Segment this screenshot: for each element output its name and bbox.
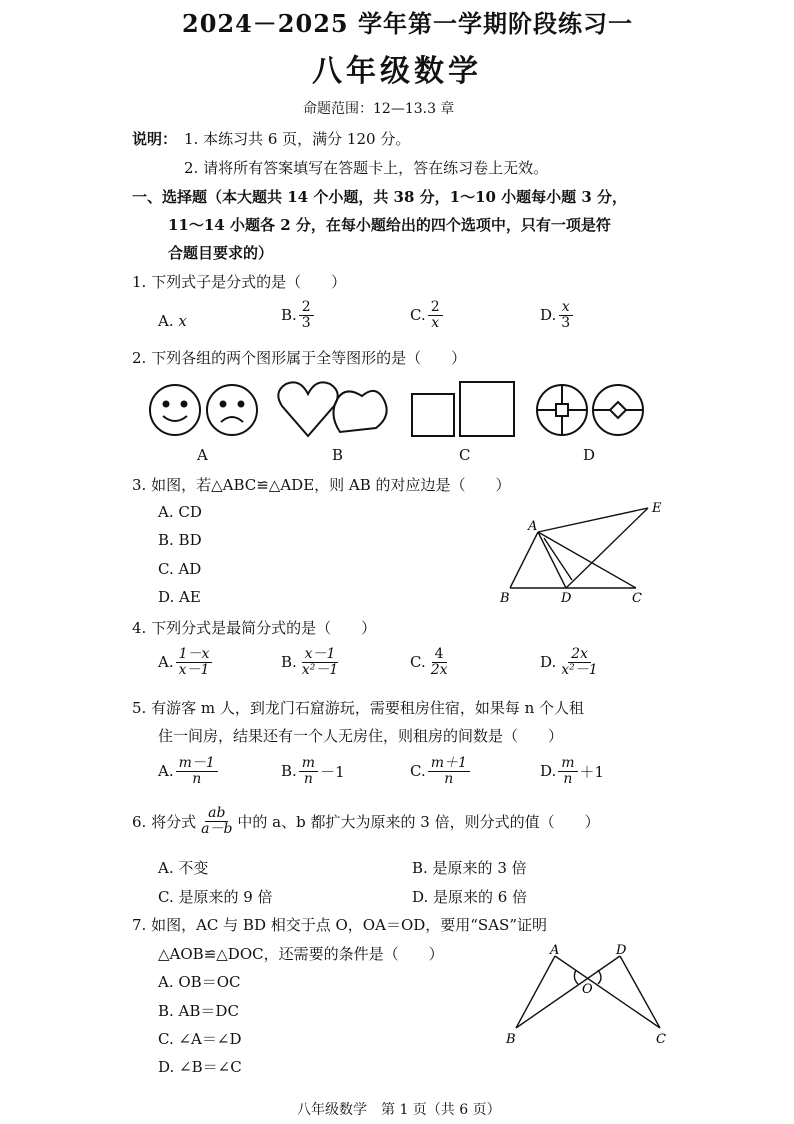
q3-option-a: A. CD [158,503,202,521]
q7-option-b: B. AB＝DC [158,1002,239,1020]
q4-option-c: C. $\frac{4}{2x}$ [410,647,453,677]
smiley-face-shape [150,385,200,435]
q1-option-d [540,300,575,330]
fraction: $\frac{m+1}{n}$ [428,756,470,786]
scope-line: 命题范围：12—13.3 章 [303,101,455,117]
notes-line-2: 2. 请将所有答案填写在答题卡上，答在练习卷上无效。 [184,159,549,177]
fraction: $\frac{2}{3}$ [299,300,314,330]
section-heading-line-1: 一、选择题（本大题共 14 个小题，共 38 分，1～10 小题每小题 3 分， [132,188,628,206]
q3-triangle-figure [496,498,676,608]
q1-option-a [158,312,187,330]
option-label: D. [540,306,557,325]
q4-option-b: B. $\frac{x-1}{\text{x²－1}}$ [281,647,343,677]
section-heading-line-3: 合题目要求的） [168,244,274,262]
q3-stem: 3. 如图，若△ABC≌△ADE，则 AB 的对应边是（ ） [132,476,511,494]
fraction: $\frac{2x}{\text{x²－1}}$ [561,646,598,678]
q1-stem: 1. 下列式子是分式的是（ ） [132,273,347,291]
q3-option-c: C. AD [158,560,202,578]
q5-stem-line-1: 5. 有游客 m 人，到龙门石窟游玩，需要租房住宿，如果每 n 个人租 [132,699,585,717]
small-square-shape [412,394,454,436]
q6-option-a: A. 不变 [158,859,209,877]
q6-option-b: B. 是原来的 3 倍 [412,859,527,877]
option-label: C. [410,306,426,325]
point-label: B [500,591,510,606]
fraction: $\frac{x}{3}$ [558,300,573,330]
q5-option-a: A. $\frac{m-1}{n}$ [158,756,220,786]
subject-title: 八年级数学 [312,54,482,89]
q7-option-c: C. ∠A＝∠D [158,1030,242,1048]
fraction: $\frac{m}{n}$ [299,756,318,786]
fraction: $\frac{1-x}{x-1}$ [176,647,213,677]
heart-shape [278,382,337,436]
fraction: $\frac{ab}{a-b}$ [201,805,233,837]
large-square-shape [460,382,514,436]
fraction: $\frac{m}{n}$ [558,756,577,786]
point-label: D [616,943,627,958]
q2-label-a: A [197,446,208,464]
notes-label: 说明： [132,130,178,148]
point-label: C [656,1032,666,1047]
fraction: $\frac{4}{2x}$ [430,646,448,678]
q2-stem: 2. 下列各组的两个图形属于全等图形的是（ ） [132,349,467,367]
point-label: E [652,501,662,516]
option-label: B. [281,306,297,325]
point-label: A [550,943,560,958]
option-label: A. [158,312,174,330]
option-value: x [178,312,187,330]
sad-face-shape [207,385,257,435]
q7-option-a: A. OB＝OC [158,973,241,991]
q6-option-c: C. 是原来的 9 倍 [158,888,273,906]
point-label: D [561,591,572,606]
q4-option-a: A. $\frac{1-x}{x-1}$ [158,647,214,677]
q7-stem-line-1: 7. 如图，AC 与 BD 相交于点 O，OA＝OD，要用“SAS”证明 [132,916,547,934]
q1-option-b [281,300,316,330]
point-label: O [582,982,593,997]
fraction: $\frac{x-1}{\text{x²－1}}$ [301,646,339,678]
q4-option-d: D. $\frac{2x}{\text{x²－1}}$ [540,647,603,677]
q2-label-c: C [459,446,471,464]
q6-stem: 6. 将分式 $\frac{ab}{a-b}$ 中的 a、b 都扩大为原来的 3 倍，则分式的值（ ） [132,805,600,837]
q5-stem-line-2: 住一间房，结果还有一个人无房住，则租房的间数是（ ） [158,727,564,745]
q1-option-c [410,300,445,330]
q7-crossing-figure [500,940,670,1050]
point-label: B [506,1032,516,1047]
q4-stem: 4. 下列分式是最简分式的是（ ） [132,619,377,637]
q6-option-d: D. 是原来的 6 倍 [412,888,528,906]
fraction: $\frac{2}{x}$ [428,300,443,330]
page-footer: 八年级数学 第 1 页（共 6 页） [297,1102,501,1118]
q7-stem-line-2: △AOB≌△DOC，还需要的条件是（ ） [158,945,444,963]
q2-label-d: D [583,446,596,464]
q7-option-d: D. ∠B＝∠C [158,1058,242,1076]
exam-title: 2024－2025 学年第一学期阶段练习一 [182,9,633,38]
q5-option-d: D. $\frac{m}{n}$ ＋1 [540,755,605,787]
q3-option-d: D. AE [158,588,201,606]
notes-line-1: 1. 本练习共 6 页，满分 120 分。 [184,130,411,148]
fraction: $\frac{m-1}{n}$ [176,756,218,786]
heart-shape-tilted [333,391,386,432]
section-heading-line-2: 11～14 小题各 2 分，在每小题给出的四个选项中，只有一项是符 [168,216,611,234]
q5-option-b: B. $\frac{m}{n}$ －1 [281,755,345,787]
q2-label-b: B [332,446,344,464]
point-label: A [528,519,538,534]
q2-figures [140,374,660,446]
q5-option-c: C. $\frac{m+1}{n}$ [410,756,472,786]
point-label: C [632,591,642,606]
q3-option-b: B. BD [158,531,202,549]
